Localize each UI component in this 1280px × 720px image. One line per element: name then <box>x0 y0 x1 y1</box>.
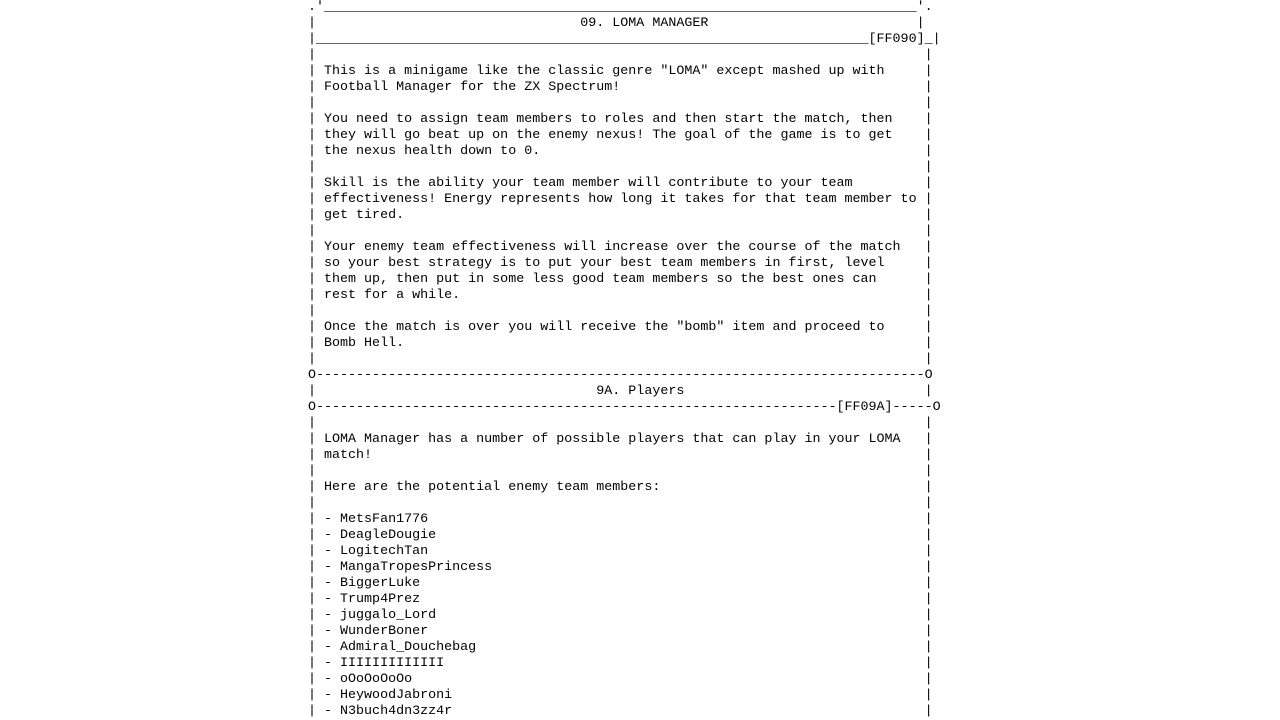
blank-line: | | <box>308 416 933 431</box>
list-item: | - HeywoodJabroni | <box>308 688 933 703</box>
list-item: | - oOoOoOoOo | <box>308 672 933 687</box>
list-item: | - DeagleDougie | <box>308 528 933 543</box>
paragraph-line: | Once the match is over you will receive the "bomb" item and proceed to | <box>308 320 933 335</box>
paragraph-line: | Football Manager for the ZX Spectrum! | <box>308 80 933 95</box>
list-item: | - BiggerLuke | <box>308 576 933 591</box>
list-item: | - MangaTropesPrincess | <box>308 560 933 575</box>
paragraph-line: | LOMA Manager has a number of possible players that can play in your LOMA | <box>308 432 933 447</box>
paragraph-line: | the nexus health down to 0. | <box>308 144 933 159</box>
list-item: | - Admiral_Douchebag | <box>308 640 933 655</box>
text-document <box>308 0 941 720</box>
blank-line: | | <box>308 304 933 319</box>
list-item: | - N3buch4dn3zz4r | <box>308 704 933 719</box>
paragraph-line: | them up, then put in some less good team members so the best ones can | <box>308 272 933 287</box>
paragraph-line: | Skill is the ability your team member will contribute to your team | <box>308 176 933 191</box>
paragraph-line: | effectiveness! Energy represents how long it takes for that team member to | <box>308 192 933 207</box>
list-item: | - Trump4Prez | <box>308 592 933 607</box>
subsection-bottom-rule: O-----------------------------------------------------------------[FF09A]-----O <box>308 400 941 415</box>
list-item: | - MetsFan1776 | <box>308 512 933 527</box>
paragraph-line: | Here are the potential enemy team members: | <box>308 480 933 495</box>
paragraph-line: | rest for a while. | <box>308 288 933 303</box>
list-item: | - WunderBoner | <box>308 624 933 639</box>
paragraph-line: | so your best strategy is to put your best team members in first, level | <box>308 256 933 271</box>
subsection-title: | 9A. Players | <box>308 384 933 399</box>
section-title-rule: |_____________________________________________________________________[FF090]_| <box>308 32 941 47</box>
paragraph-line: | Bomb Hell. | <box>308 336 933 351</box>
blank-line: | | <box>308 352 933 367</box>
paragraph-line: | they will go beat up on the enemy nexus! The goal of the game is to get | <box>308 128 933 143</box>
blank-line: | | <box>308 96 933 111</box>
subsection-top-rule: O----------------------------------------------------------------------------O <box>308 368 933 383</box>
blank-line: | | <box>308 160 933 175</box>
paragraph-line: | This is a minigame like the classic genre "LOMA" except mashed up with | <box>308 64 933 79</box>
blank-line: | | <box>308 464 933 479</box>
paragraph-line: | Your enemy team effectiveness will increase over the course of the match | <box>308 240 933 255</box>
blank-line: | | <box>308 224 933 239</box>
paragraph-line: | You need to assign team members to roles and then start the match, then | <box>308 112 933 127</box>
blank-line: | | <box>308 48 933 63</box>
list-item: | - juggalo_Lord | <box>308 608 933 623</box>
box-top-border: .'__________________________________________________________________________'. <box>308 0 933 15</box>
list-item: | - LogitechTan | <box>308 544 933 559</box>
list-item: | - IIIIIIIIIIIII | <box>308 656 933 671</box>
paragraph-line: | get tired. | <box>308 208 933 223</box>
blank-line: | | <box>308 496 933 511</box>
section-title: | 09. LOMA MANAGER | <box>308 16 925 31</box>
paragraph-line: | match! | <box>308 448 933 463</box>
